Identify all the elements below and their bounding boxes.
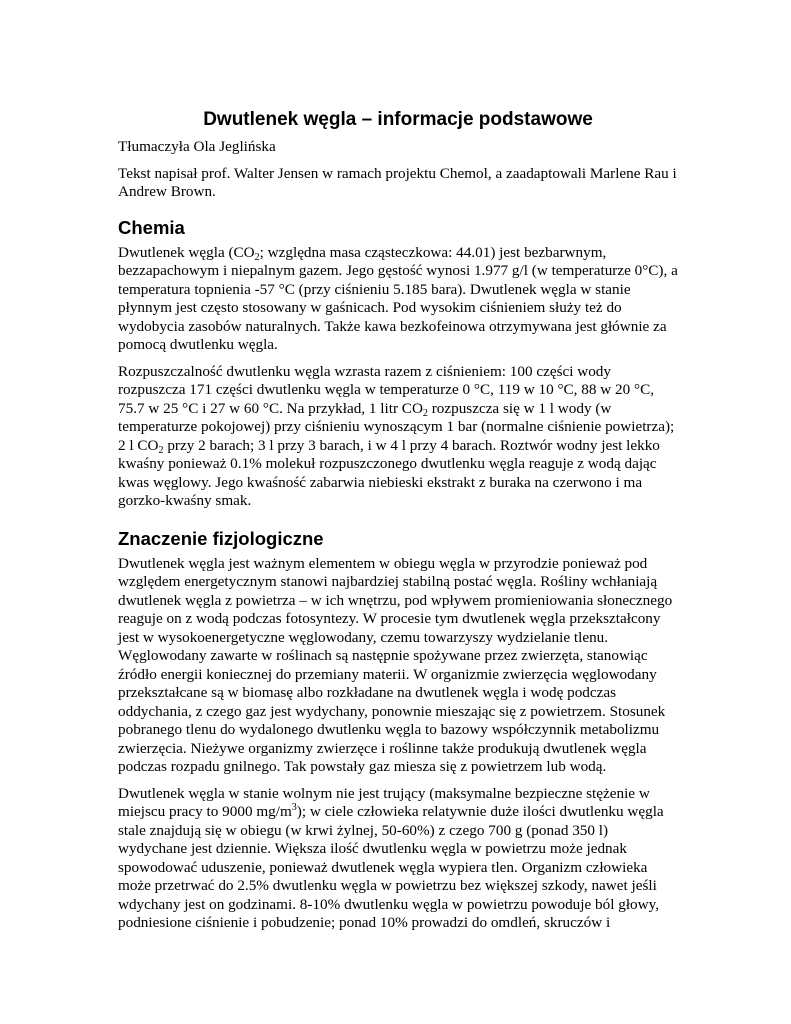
subscript: 2 [158,444,164,456]
intro-paragraph: Tekst napisał prof. Walter Jensen w ramach projektu Chemol, a zaadaptowali Marlene Rau i Andrew Brown. [118,164,677,200]
text-run: ); w ciele człowieka relatywnie duże ilości dwutlenku węgla stale znajdują się w obiegu (w krwi żylnej, 50-60%) z czego 700 g (ponad 350 l) wydychane jest dziennie. Większa ilość dwutlenku węgla w powietrzu może jednak spowodować uduszenie, ponieważ dwutlenek węgla wypiera tlen. Organizm człowieka może przetrwać do 2.5% dwutlenku węgla w powietrzu bez większej szkody, nawet jeśli wdychany jest on godzinami. 8-10% dwutlenku węgla w powietrzu powoduje ból głowy, podniesione ciśnienie i pobudzenie; ponad 10% prowadzi do omdleń, skruczów i [118,803,664,931]
text-run: przy 2 barach; 3 l przy 3 barach, i w 4 l przy 4 barach. Roztwór wodny jest lekko kwaśny ponieważ 0.1% molekuł rozpuszczonego dwutlenku węgla reaguje z wodą dając kwas węglowy. Jego kwaśność zabarwia niebieski ekstrakt z buraka na czerwono i ma gorzko-kwaśny smak. [118,436,660,509]
text-run: ; względna masa cząsteczkowa: 44.01) jest bezbarwnym, bezzapachowym i niepalnym gazem. Jego gęstość wynosi 1.977 g/l (w temperaturze 0°C), a temperatura topnienia -57 °C (przy ciśnieniu 5.185 bara). Dwutlenek węgla w stanie płynnym jest często stosowany w gaśnicach. Pod wysokim ciśnieniem służy też do wydobycia zasobów naturalnych. Także kawa bezkofeinowa otrzymywana jest głównie za pomocą dwutlenku węgla. [118,243,678,353]
section-heading-fizjologia: Znaczenie fizjologiczne [118,527,324,549]
superscript: 3 [291,802,297,813]
text-run: Dwutlenek węgla w stanie wolnym nie jest trujący (maksymalne bezpieczne stężenie w miejscu pracy to 9000 mg/m [118,784,650,820]
translator-credit: Tłumaczyła Ola Jeglińska [118,138,276,155]
subscript: 2 [422,407,428,419]
fizjologia-paragraph-1: Dwutlenek węgla jest ważnym elementem w obiegu węgla w przyrodzie ponieważ pod względem energetycznym stanowi najbardziej stabilną postać węgla. Rośliny wchłaniają dwutlenek węgla z powietrza – w ich wnętrzu, pod wpływem promieniowania słonecznego reaguje on z wodą podczas fotosyntezy. W procesie tym dwutlenek węgla przekształcony jest w wysokoenergetyczne węglowodany, czemu towarzyszy wydzielanie tlenu. Węglowodany zawarte w roślinach są następnie spożywane przez zwierzęta, stanowiąc źródło energii koniecznej do przemiany materii. W organizmie zwierzęcia węglowodany przekształcane są w biomasę albo rozkładane na dwutlenek węgla i wodę podczas oddychania, z czego gaz jest wydychany, ponownie mieszając się z powietrzem. Stosunek pobranego tlenu do wydalonego dwutlenku węgla to bazowy współczynnik metabolizmu zwierzęcia. Nieżywe organizmy zwierzęce i roślinne także produkują dwutlenek węgla podczas rozpadu gnilnego. Tak powstały gaz miesza się z powietrzem lub wodą. [118,554,673,775]
text-run: Rozpuszczalność dwutlenku węgla wzrasta razem z ciśnieniem: 100 części wody rozpuszcza 171 części dwutlenku węgla w temperaturze 0 °C, 119 w 10 °C, 88 w 20 °C, 75.7 w 25 °C i 27 w 60 °C. Na przykład, 1 litr CO [118,362,654,417]
document-title: Dwutlenek węgla – informacje podstawowe [203,109,593,130]
chemia-paragraph-1 [118,244,678,355]
chemia-paragraph-2 [118,363,678,511]
text-run: rozpuszcza się w 1 l wody (w temperaturze pokojowej) przy ciśnieniu wynoszącym 1 bar (normalne ciśnienie powietrza); 2 l CO [118,399,675,454]
text-run: Dwutlenek węgla (CO [118,243,255,261]
document-body [118,108,678,933]
subscript: 2 [254,251,260,263]
section-heading-chemia: Chemia [118,216,185,238]
fizjologia-paragraph-2 [118,785,678,933]
